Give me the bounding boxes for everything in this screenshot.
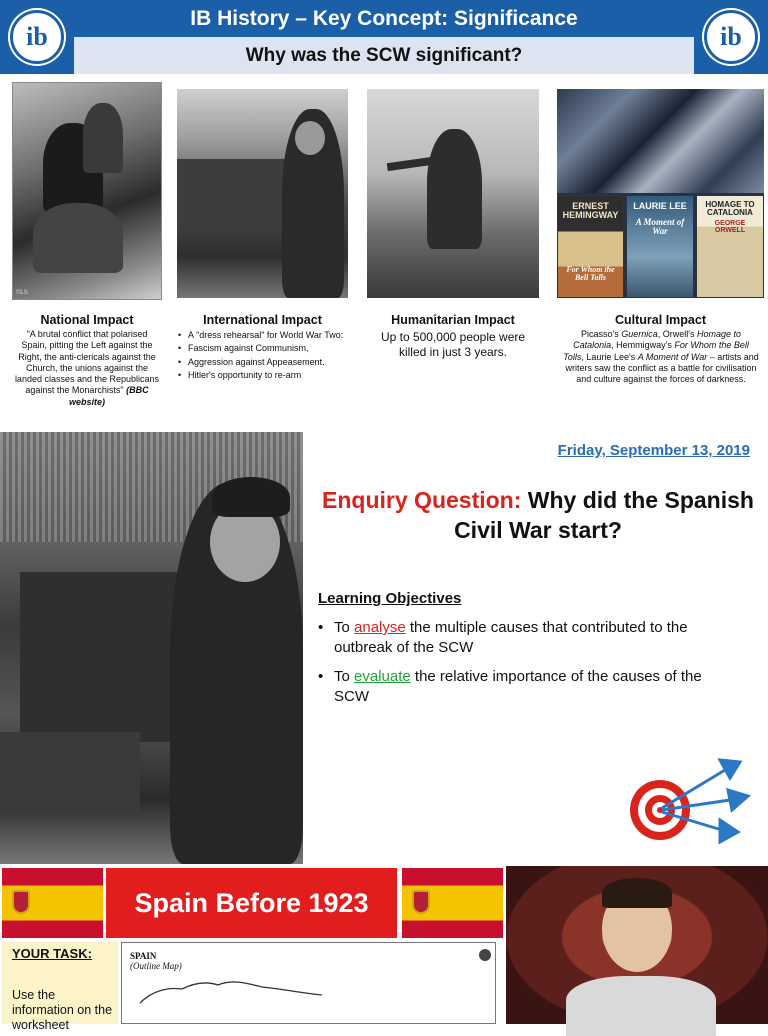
photo-truck [177,159,297,229]
humanitarian-impact-heading: Humanitarian Impact [391,313,515,327]
map-title: SPAIN (Outline Map) [130,951,182,972]
ib-logo-icon: ib [10,10,64,64]
photo-franco-parade-large [0,432,303,864]
lesson-date: Friday, September 13, 2019 [557,442,750,459]
task-box [2,942,118,1032]
international-impact-heading: International Impact [203,313,322,327]
cultural-impact-text: Picasso's Guernica, Orwell's Homage to Catalonia, Hemmigway's For Whom the Bell Tolls, Laurie Lee's A Moment of War – artists and writers saw the conflict as a battle for civilisation and culture against the forces of darkness. [563,329,759,384]
national-impact-text [14,329,160,408]
flag-crest-icon [412,890,430,914]
book-author: ERNEST HEMINGWAY [562,201,619,221]
spain-outline-map [121,942,496,1024]
book-title: A Moment of War [635,217,685,237]
book-author: LAURIE LEE [633,201,687,211]
cultural-impact-heading: Cultural Impact [615,313,706,327]
list-item: • Hitler's opportunity to re-arm [176,370,346,381]
international-impact-list [176,330,346,383]
book-title: HOMAGE TO CATALONIA [705,200,755,218]
slide-spain-before-1923 [0,866,768,1032]
target-darts-icon [630,752,750,852]
list-item: • Aggression against Appeasement. [176,357,346,368]
slide-title: Spain Before 1923 [106,868,397,938]
national-impact-quote: "A brutal conflict that polarised Spain, pitting the Left against the Right, the anti-clericals against the Church, the unions against the landed classes and the Republicans against the Monarchists" [14,329,160,396]
list-item: • Fascism against Communism, [176,343,346,354]
slide-enquiry [0,432,768,864]
ib-logo-left [0,0,74,74]
photo-truck [0,732,140,812]
photo-guernica-books [557,89,764,298]
flag-crest-icon [12,890,30,914]
photo-falling-soldier [367,89,539,298]
photo-king-alfonso [506,866,768,1024]
book-cover-orwell [696,195,764,298]
photo-franco-parade [177,89,348,298]
keyword-analyse: analyse [354,619,406,636]
objective-item: • To evaluate the relative importance of the causes of the SCW [318,667,738,708]
national-impact-source: (BBC website) [68,385,149,407]
book-author: GEORGE ORWELL [714,220,746,235]
spain-coastline-icon [122,943,497,1025]
list-item: • A "dress rehearsal" for World War Two: [176,330,346,341]
spain-flag-icon [2,868,103,938]
photo-mother-children [12,82,162,300]
task-heading: YOUR TASK: [12,946,92,961]
book-cover-laurie-lee [626,195,694,298]
enquiry-label: Enquiry Question: [322,487,522,513]
map-badge-icon [479,949,491,961]
photo-face [295,121,325,155]
photo-beret [212,477,290,517]
learning-objectives-heading: Learning Objectives [318,590,462,607]
photo-figure [33,203,123,273]
task-text: Use the information on the worksheet [12,988,113,1032]
photo-figure [83,103,123,173]
enquiry-question [318,486,758,546]
keyword-evaluate: evaluate [354,667,411,685]
objective-item: • To analyse the multiple causes that contributed to the outbreak of the SCW [318,618,738,659]
spain-flag-icon [402,868,503,938]
humanitarian-impact-text: Up to 500,000 people were killed in just 3 years. [380,330,526,359]
photo-uniform [566,976,716,1036]
photo-figure [427,129,482,249]
slide-subtitle: Why was the SCW significant? [74,37,694,74]
slide-title: IB History – Key Concept: Significance [74,0,694,37]
book-title: For Whom the Bell Tolls [566,265,615,283]
photo-hair [602,878,672,908]
national-impact-heading: National Impact [40,313,134,327]
ib-logo-icon: ib [704,10,758,64]
guernica-painting [557,89,764,193]
enquiry-text: Why did the Spanish Civil War start? [454,487,754,543]
learning-objectives-list [318,618,738,715]
book-cover-hemingway [557,195,624,298]
photo-caption: ©LS [16,290,28,296]
slide-significance [0,0,768,424]
ib-logo-right [694,0,768,74]
